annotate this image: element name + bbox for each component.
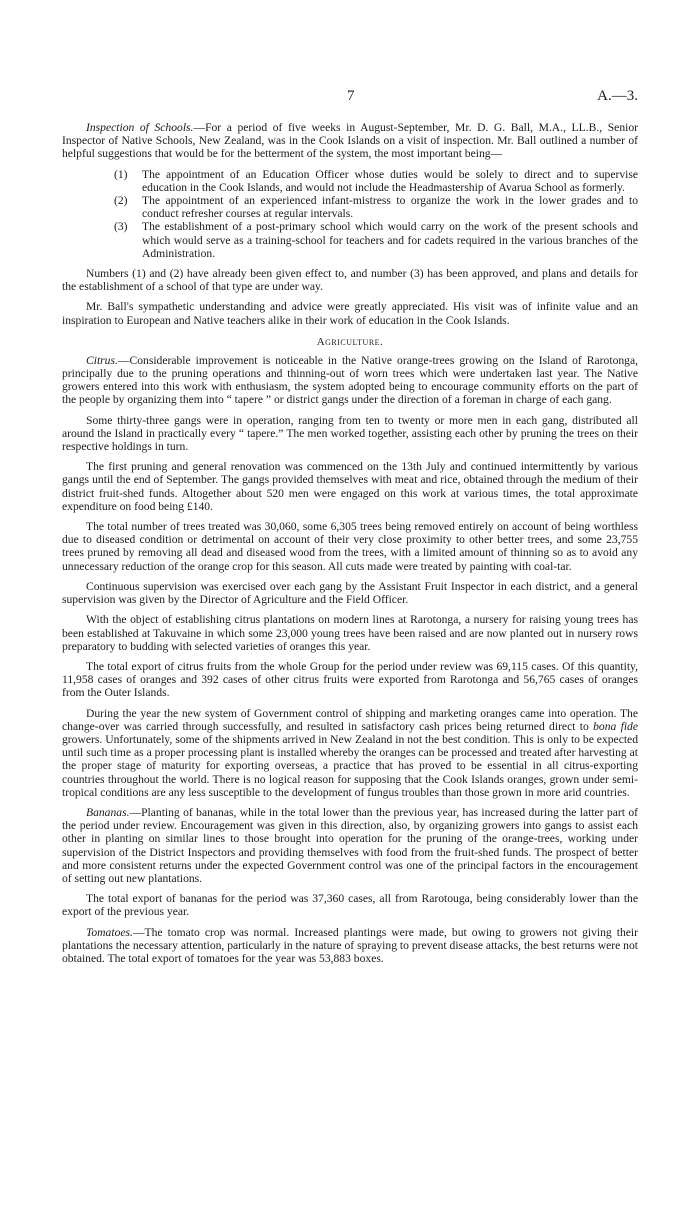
citrus-paragraph: Continuous supervision was exercised over each gang by the Assistant Fruit Inspector in each district, and a general supervision was given by the Director of Agriculture and the Field Officer. — [62, 579, 638, 607]
page-header — [62, 88, 638, 108]
agriculture-heading: Agriculture. — [316, 335, 384, 348]
bona-fide-italic: bona fide — [593, 719, 638, 733]
citrus-paragraph: The first pruning and general renovation was commenced on the 13th July and continued intermittently by various gangs until the end of September. The gangs provided themselves with meat and rice, obtained through the medium of their district fruit-shed funds. Altogether about 520 men were engaged on this work at various times, the total approximate expenditure on food being £140. — [62, 460, 638, 513]
suggestion-marker: (3) — [114, 220, 128, 234]
citrus-paragraph: With the object of establishing citrus plantations on modern lines at Rarotonga, a nursery for raising young trees has been established at Takuvaine in which some 23,000 young trees have been raised and are now planted out in nursery rows preparatory to budding with selected varieties of oranges this year. — [62, 613, 638, 653]
suggestion-text: The appointment of an experienced infant-mistress to organize the work in the lower grades and to conduct refresher courses at regular intervals. — [142, 194, 638, 221]
citrus-paragraph — [62, 354, 638, 407]
citrus-text: growers. Unfortunately, some of the shipments arrived in New Zealand in not the best condition. This is only to be expected until such time as a proper processing plant is installed whereby the oranges can be processed and treated after harvesting at the proper stage of maturity for exporting overseas, a practice that has proved to be essential in all citrus-exporting countries throughout the world. There is no logical reason for supposing that the Cook Islands oranges, grown under semi-tropical conditions are any less susceptible to the development of fungus troubles than those grown in more arid countries. — [62, 732, 638, 799]
citrus-paragraph — [62, 707, 638, 799]
inspection-paragraph: Numbers (1) and (2) have already been given effect to, and number (3) has been approved, and plans and details for the establishment of a school of that type are under way. — [62, 267, 638, 294]
bananas-paragraph: The total export of bananas for the period was 37,360 cases, all from Rarotouga, being considerably lower than the export of the previous year. — [62, 892, 638, 919]
inspection-lead: Inspection of Schools. — [86, 121, 194, 134]
inspection-intro-paragraph — [62, 121, 638, 161]
citrus-text: During the year the new system of Government control of shipping and marketing oranges came into operation. The change-over was carried through successfully, and resulted in satisfactory cash prices being returned direct to — [62, 706, 638, 733]
bananas-paragraph — [62, 806, 638, 885]
document-body — [62, 121, 638, 972]
citrus-paragraph: The total number of trees treated was 30,060, some 6,305 trees being removed entirely on account of being worthless due to diseased condition or detrimental on account of their very close proximity to other better trees, and some 23,755 trees pruned by removing all dead and diseased wood from the trees, with a limited amount of thinning so as to avoid any unnecessary reduction of the orange crop for this season. All cuts made were treated by painting with coal-tar. — [62, 520, 638, 573]
suggestion-marker: (2) — [114, 194, 128, 208]
citrus-lead: Citrus. — [86, 353, 118, 367]
suggestion-marker: (1) — [114, 167, 128, 181]
tomatoes-lead: Tomatoes. — [86, 925, 133, 939]
inspection-paragraph: Mr. Ball's sympathetic understanding and advice were greatly appreciated. His visit was of infinite value and an inspiration to European and Native teachers alike in their work of education in the Cook Islands. — [62, 300, 638, 327]
bananas-lead: Bananas. — [86, 805, 130, 819]
citrus-text: —Considerable improvement is noticeable in the Native orange-trees growing on the Island of Rarotonga, principally due to the pruning operations and thinning-out of worn trees which were undertaken last year. The Native growers entered into this work with enthusiasm, the system adopted being to encourage community efforts on the part of the people by organizing them into “ tapere ” or district gangs under the direction of a foreman in charge of each gang. — [62, 353, 638, 407]
suggestion-text: The establishment of a post-primary school which would carry on the work of the present schools and which would serve as a training-school for teachers and for cadets required in the various branches of the Administration. — [142, 220, 638, 260]
suggestion-list — [62, 168, 638, 260]
tomatoes-text: —The tomato crop was normal. Increased plantings were made, but owing to growers not giving their plantations the necessary attention, particularly in the nature of spraying to prevent disease attacks, the best returns were not obtained. The total export of tomatoes for the year was 53,883 boxes. — [62, 925, 638, 965]
suggestion-text: The appointment of an Education Officer whose duties would be solely to direct and to supervise education in the Cook Islands, and would not include the Headmastership of Avarua School as formerly. — [142, 167, 638, 194]
tomatoes-paragraph — [62, 926, 638, 966]
inspection-intro-text: —For a period of five weeks in August-September, Mr. D. G. Ball, M.A., LL.B., Senior Inspector of Native Schools, New Zealand, was in the Cook Islands on a visit of inspection. Mr. Ball outlined a number of helpful suggestions that would be for the betterment of the system, the most important being— — [62, 121, 639, 161]
citrus-paragraph: The total export of citrus fruits from the whole Group for the period under review was 69,115 cases. Of this quantity, 11,958 cases of oranges and 392 cases of other citrus fruits were exported from Rarotonga and 56,765 cases of oranges from the Outer Islands. — [62, 659, 638, 700]
suggestion-item — [62, 168, 638, 194]
document-reference: A.—3. — [597, 88, 638, 104]
suggestion-item — [62, 220, 638, 260]
page-number: 7 — [347, 88, 355, 104]
bananas-text: —Planting of bananas, while in the total lower than the previous year, has increased during the latter part of the period under review. Encouragement was given in this direction, also, by organizing growers into gangs to assist each other in planting on similar lines to those brought into operation for the pruning of the orange-trees, working under supervision of the District Inspectors and providing themselves with food from the fruit-shed funds. The prospect of better and more consistent returns under the expected Government control was one of the principal factors in the encouragement of setting out new plantations. — [62, 805, 638, 885]
suggestion-item — [62, 194, 638, 220]
citrus-paragraph: Some thirty-three gangs were in operation, ranging from ten to twenty or more men in each gang, distributed all around the Island in practically every “ tapere.” The men worked together, assisting each other by pruning the trees on their respective holdings in turn. — [62, 413, 638, 454]
